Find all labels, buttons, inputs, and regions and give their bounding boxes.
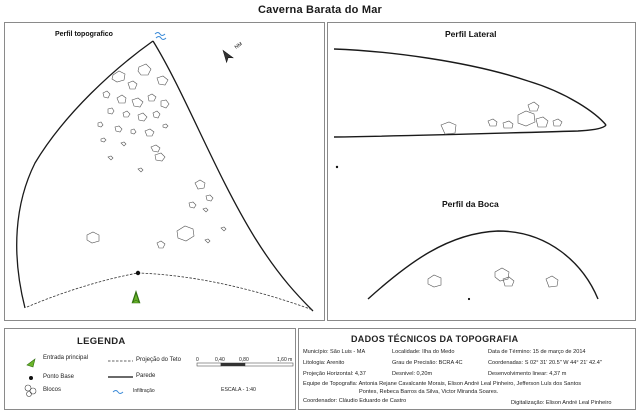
legend-base-point-label: Ponto Base [43, 374, 75, 380]
tech-projecao-horizontal: Projeção Horizontal: 4,37 [303, 371, 366, 377]
plan-view-drawing [5, 23, 326, 322]
north-arrow-label: NM [233, 41, 244, 51]
technical-data-panel [298, 328, 636, 410]
tech-localidade: Localidade: Ilha do Medo [392, 349, 455, 355]
scale-tick-1: 0,40 [215, 357, 225, 363]
ceiling-projection-line [27, 273, 313, 310]
tech-coordenadas: Coordenadas: S 02° 31' 20.5" W 44° 21' 42.4" [488, 360, 602, 366]
infiltration-mark [155, 33, 165, 36]
legend-ceiling-projection-label: Projeção do Teto [136, 357, 181, 363]
tech-desnivel: Desnivel: 0,20m [392, 371, 433, 377]
lateral-profile-panel [327, 22, 636, 321]
legend-symbols [5, 329, 297, 411]
scale-label: ESCALA - 1:40 [221, 387, 256, 393]
lateral-profile-label: Perfil Lateral [445, 29, 497, 39]
legend-blocks-icon [25, 385, 36, 397]
plan-view-panel [4, 22, 325, 321]
mouth-profile-arc [368, 231, 598, 299]
plan-view-label: Perfil topografico [55, 31, 113, 38]
legend-panel [4, 328, 296, 410]
tech-equipe-line-1: Equipe de Topografia: Antonia Rejane Cavalcante Morais, Elison André Leal Pinheiro, Jefferson Luís dos Santos [303, 381, 582, 387]
tech-municipio: Município: São Luis - MA [303, 349, 366, 355]
tech-litologia: Litologia: Arenito [303, 360, 345, 366]
legend-wall-label: Parede [136, 373, 156, 379]
legend-title: LEGENDA [77, 336, 126, 347]
mouth-profile-label: Perfil da Boca [442, 199, 499, 209]
mouth-blocks [428, 268, 558, 287]
blocks-cluster [87, 64, 226, 248]
lateral-floor-line [334, 125, 606, 137]
lateral-base-point [336, 166, 338, 168]
lateral-ceiling-line [334, 49, 606, 125]
profiles-drawing [328, 23, 637, 322]
legend-infiltration-icon [113, 391, 123, 394]
base-point [136, 271, 140, 275]
tech-desenvolvimento-linear: Desenvolvimento linear: 4,37 m [488, 371, 567, 377]
legend-entrance-label: Entrada principal [43, 355, 89, 361]
infiltration-mark [156, 37, 166, 40]
legend-base-point-icon [29, 376, 33, 380]
scale-tick-3: 1,60 m [277, 357, 293, 363]
mouth-base-point [468, 298, 470, 300]
legend-infiltration-label: Infiltração [133, 388, 155, 394]
scale-bar [197, 363, 293, 366]
tech-digitalizacao: Digitalização: Elison André Leal Pinheiro [511, 400, 612, 406]
tech-equipe-line-2: Pontes, Rebeca Barros da Silva, Victor Miranda Soares. [359, 389, 499, 395]
tech-coordenador: Coordenador: Cláudio Eduardo de Castro [303, 398, 407, 404]
scale-tick-2: 0,80 [239, 357, 249, 363]
legend-blocks-label: Blocos [43, 387, 62, 393]
tech-data-termino: Data de Término: 15 de março de 2014 [488, 349, 586, 355]
legend-entrance-icon [27, 359, 35, 367]
north-arrow-icon [220, 48, 233, 62]
lateral-blocks [441, 102, 562, 134]
tech-grau-precisao: Grau de Precisão: BCRA 4C [392, 360, 463, 366]
scale-tick-0: 0 [196, 357, 199, 363]
cave-wall-plan [17, 41, 313, 311]
main-entrance-marker [132, 291, 140, 303]
technical-data-title: DADOS TÉCNICOS DA TOPOGRAFIA [351, 334, 519, 344]
map-title: Caverna Barata do Mar [257, 4, 383, 16]
